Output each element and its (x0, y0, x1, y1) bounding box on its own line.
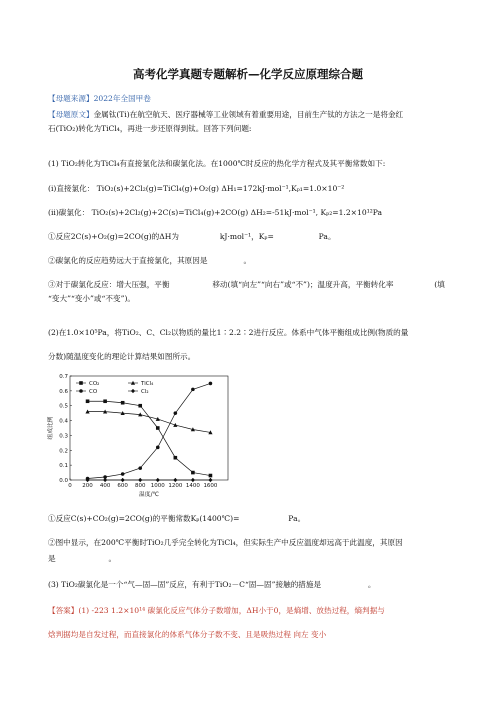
x-tick-label: 200 (82, 483, 93, 489)
q1-reaction-i: (ⅰ)直接氯化： TiO₂(s)+2Cl₂(g)=TiCl₄(g)+O₂(g) ΔH₁=172kJ·mol⁻¹,Kₚ₁=1.0×10⁻² (48, 184, 345, 193)
composition-chart (44, 370, 244, 502)
legend-label: CO₂ (89, 381, 100, 387)
data-point-series-3 (138, 478, 142, 482)
data-point-series-2 (191, 388, 195, 392)
q2-b-text-3: 。 (108, 554, 117, 563)
data-point-series-0 (103, 399, 107, 403)
data-point-series-3 (173, 478, 177, 482)
data-point-series-0 (209, 474, 213, 478)
y-tick-label: 0.0 (59, 478, 68, 484)
q1-part-c (48, 280, 468, 290)
source-line (48, 94, 468, 104)
q1-c-text-4: “变大”“变小”或“不变”)。 (48, 294, 136, 303)
data-point-series-3 (191, 478, 195, 482)
data-point-series-3 (208, 478, 212, 482)
data-point-series-0 (138, 404, 142, 408)
x-tick-label: 1400 (185, 483, 200, 489)
problem-text-line-1 (48, 110, 468, 120)
q1-reaction-ii: (ⅱ)碳氯化： TiO₂(s)+2Cl₂(g)+2C(s)=TiCl₄(g)+2CO(g) ΔH₂=-51kJ·mol⁻¹, Kₚ₂=1.2×10¹²Pa (48, 208, 383, 217)
x-tick-label: 600 (117, 483, 128, 489)
q1-a-text-3: Pa。 (318, 232, 336, 241)
x-tick-label: 1600 (203, 483, 218, 489)
x-tick-label: 400 (99, 483, 111, 489)
q2-a-text-1: ①反应C(s)+CO₂(g)=2CO(g)的平衡常数Kₚ(1400℃)= (48, 514, 240, 523)
data-point-series-0 (156, 426, 160, 430)
data-point-series-0 (191, 471, 195, 475)
legend-marker (79, 381, 83, 385)
q2-text-1: (2)在1.0×10⁵Pa，将TiO₂、C、Cl₂以物质的量比1∶2.2∶2进行反应。体系中气体平衡组成比例(物质的量 (48, 328, 409, 337)
page-title: 高考化学真题专题解析—化学反应原理综合题 (133, 67, 363, 81)
q2-a-text-2: Pa。 (288, 514, 306, 523)
y-tick-label: 0.7 (59, 374, 68, 380)
data-point-series-3 (103, 478, 107, 482)
x-tick-label: 1200 (168, 483, 183, 489)
q1-part-a (48, 232, 468, 242)
q2-b-text-2: 是 (48, 554, 56, 563)
problem-text-1: 金属钛(Ti)在航空航天、医疗器械等工业领域有着重要用途，目前生产钛的方法之一是将金红 (93, 110, 404, 119)
data-point-series-2 (121, 472, 125, 476)
answer-line-2: 焓判据均是自发过程，而直接氯化的体系气体分子数不变、且是吸热过程 向左 变小 (48, 630, 327, 639)
data-point-series-2 (209, 382, 213, 386)
source-text: 2022年全国甲卷 (93, 94, 151, 103)
data-point-series-2 (174, 411, 178, 415)
legend-label: TiCl₄ (141, 381, 154, 387)
answer-text-1: (1) -223 1.2×10¹⁴ 碳氯化反应气体分子数增加，ΔH小于0，是熵增、放热过程，熵判据与 (78, 606, 385, 615)
q2-part-a (48, 514, 468, 524)
q1-intro: (1) TiO₂转化为TiCl₄有直接氯化法和碳氯化法。在1000℃时反应的热化学方程式及其平衡常数如下: (48, 159, 386, 168)
q1-a-text-1: ①反应2C(s)+O₂(g)=2CO(g)的ΔH为 (48, 232, 179, 241)
q1-b-end: 。 (243, 256, 252, 265)
q1-b-text: ②碳氯化的反应趋势远大于直接氯化，其原因是 (48, 256, 208, 265)
data-point-series-3 (121, 478, 125, 482)
x-tick-label: 0 (68, 483, 72, 489)
y-tick-label: 0.5 (59, 403, 68, 410)
data-point-series-2 (138, 466, 142, 470)
data-point-series-0 (174, 456, 178, 460)
y-tick-label: 0.2 (59, 448, 68, 455)
answer-tag: 【答案】 (48, 606, 79, 615)
q2-text-2: 分数)随温度变化的理论计算结果如图所示。 (48, 352, 196, 361)
q1-part-b (48, 256, 468, 266)
q3-text-1: (3) TiO₂碳氯化是一个“气—固—固”反应，有利于TiO₂－C“固—固”接触的措施是 (48, 580, 322, 589)
x-tick-label: 800 (134, 483, 146, 489)
legend-label: Cl₂ (141, 389, 149, 395)
x-tick-label: 1000 (150, 483, 165, 489)
problem-tag: 【母题原文】 (48, 110, 94, 119)
problem-text-2: 石(TiO₂)转化为TiCl₄，再进一步还原得到钛。回答下列问题: (48, 124, 252, 133)
q3-text-2: 。 (367, 580, 376, 589)
y-tick-label: 0.4 (59, 418, 68, 425)
source-tag: 【母题来源】 (48, 94, 94, 103)
x-axis-label: 温度/℃ (138, 492, 160, 498)
q2-part-b-2 (48, 554, 468, 564)
data-point-series-2 (156, 446, 160, 450)
y-tick-label: 0.1 (59, 463, 68, 470)
legend-marker (131, 389, 135, 393)
y-tick-label: 0.3 (59, 433, 68, 440)
data-point-series-0 (121, 401, 125, 405)
data-point-series-0 (86, 399, 90, 403)
q1-c-text-2: 移动(填“向左”“向右”或“不”)；温度升高，平衡转化率 (212, 280, 394, 289)
legend-label: CO (89, 389, 98, 395)
q1-a-text-2: kJ·mol⁻¹，Kₚ= (219, 232, 274, 241)
q2-part-b-1: ②图中显示，在200℃平衡时TiO₂几乎完全转化为TiCl₄，但实际生产中反应温度却远高于此温度，其原因 (48, 538, 403, 547)
q3-line (48, 580, 468, 590)
answer-line-1 (48, 606, 468, 616)
chart-svg (44, 370, 244, 502)
q1-c-text-3: (填 (434, 280, 445, 289)
data-point-series-3 (156, 478, 160, 482)
y-tick-label: 0.6 (59, 388, 68, 395)
legend-marker (79, 389, 83, 393)
q1-c-text-1: ③对于碳氯化反应：增大压强，平衡 (48, 280, 170, 289)
y-axis-label: 组成比例 (48, 416, 54, 440)
